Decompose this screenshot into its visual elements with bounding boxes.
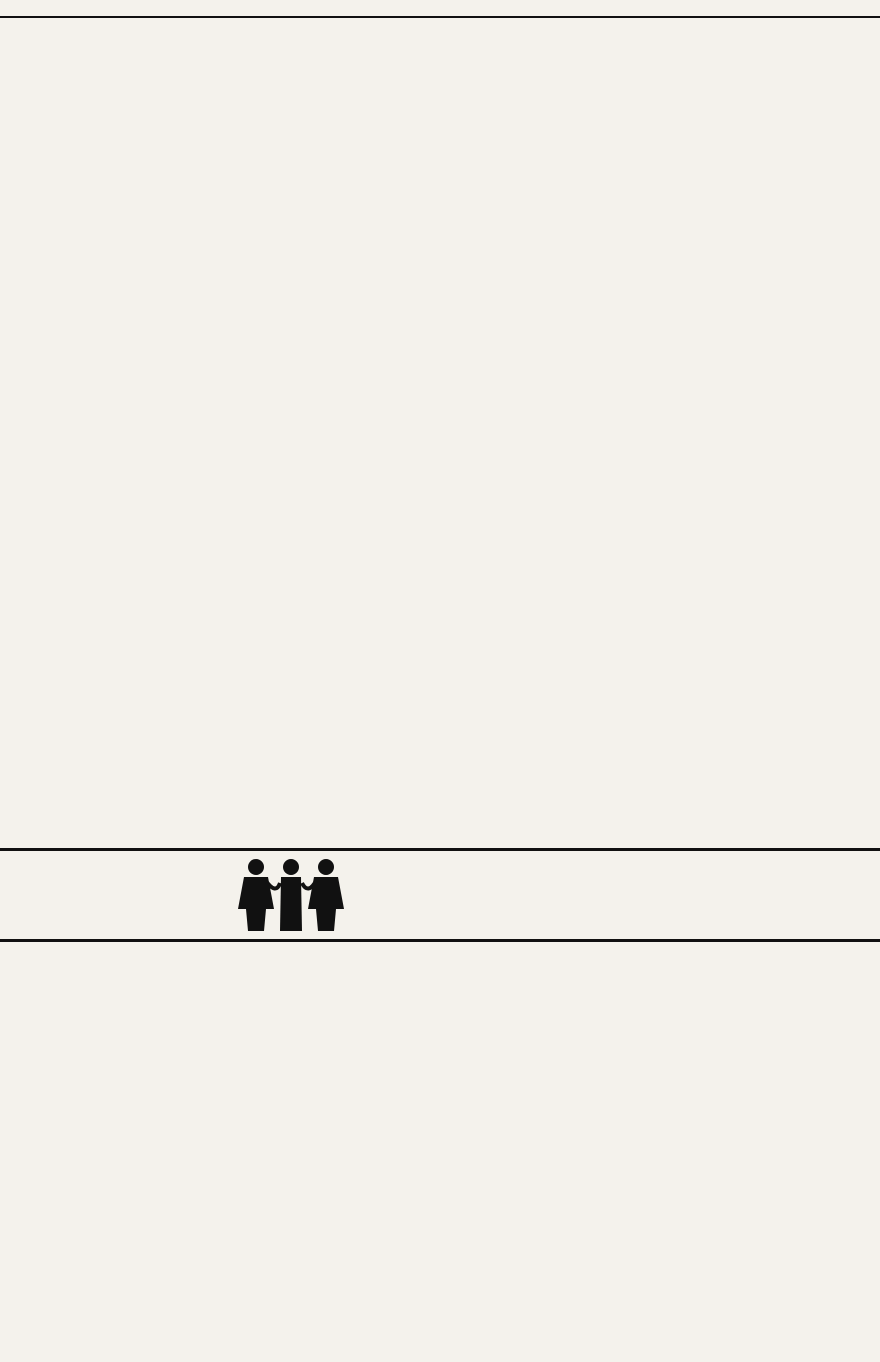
classified-listings <box>0 18 880 846</box>
employment-banner <box>0 848 880 942</box>
people-logo-icon <box>236 855 346 933</box>
page-header <box>0 0 880 18</box>
header-title <box>0 0 880 16</box>
employment-listings <box>0 940 880 1362</box>
